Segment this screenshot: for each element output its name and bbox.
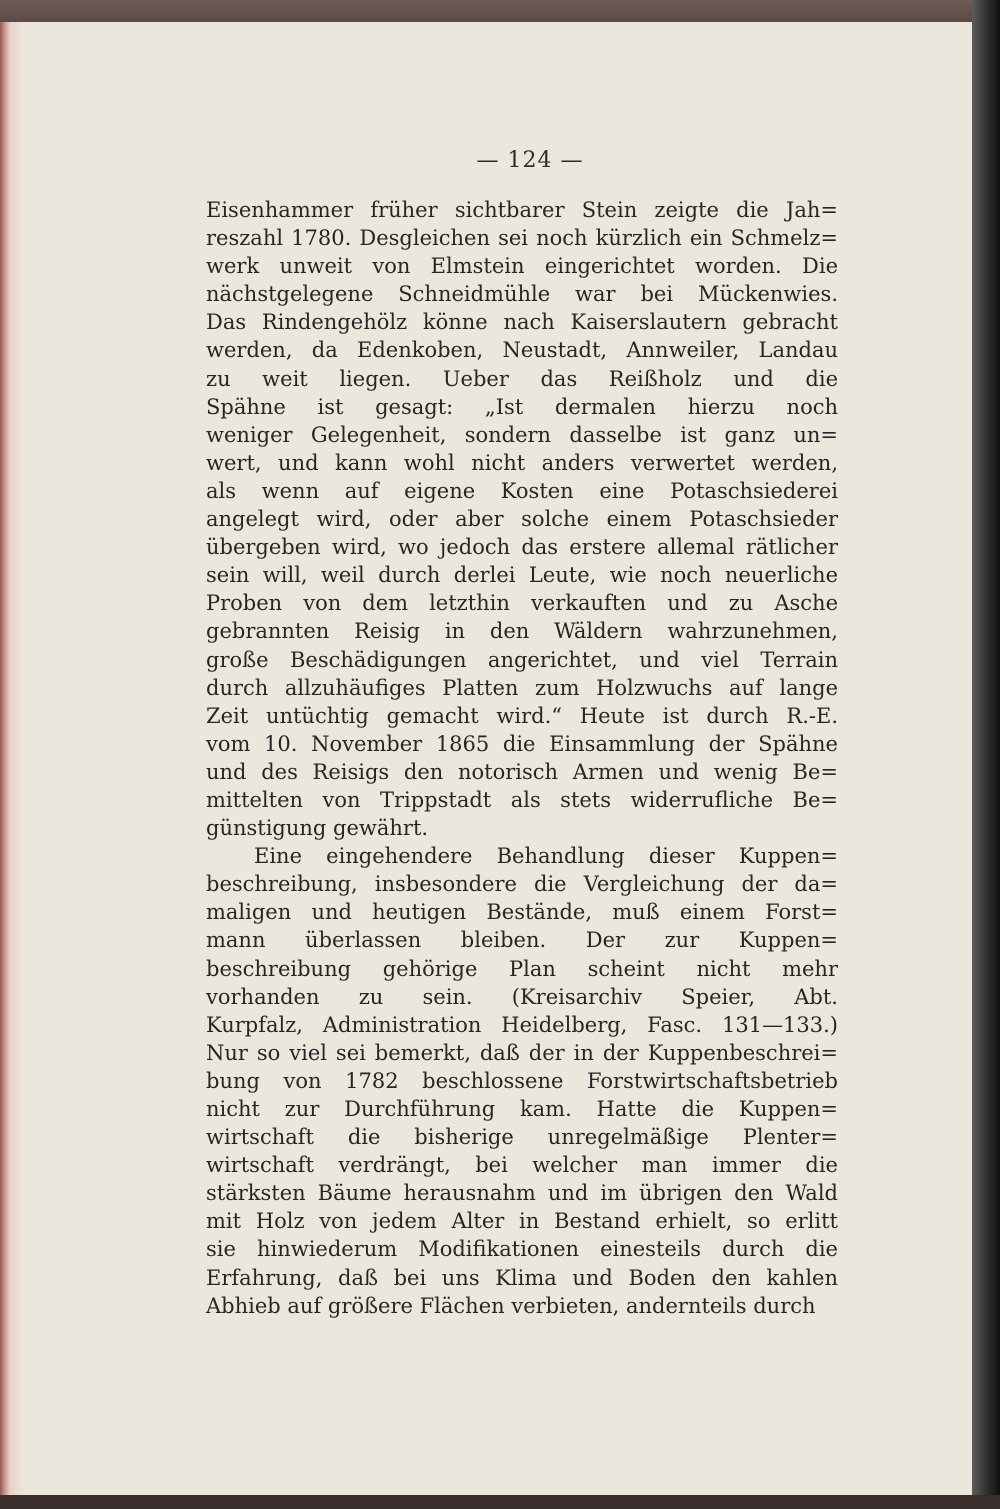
- text-line: wirtschaft verdrängt, bei welcher man immer die: [206, 1153, 838, 1178]
- text-line: große Beschädigungen angerichtet, und viel Terrain: [206, 647, 838, 672]
- text-line: mit Holz von jedem Alter in Bestand erhielt, so erlitt: [206, 1209, 838, 1234]
- text-line: bung von 1782 beschlossene Forstwirtschaftsbetrieb: [206, 1068, 838, 1093]
- text-line: Abhieb auf größere Flächen verbieten, andernteils durch: [206, 1293, 816, 1318]
- page-number: — 124 —: [476, 148, 584, 173]
- text-line: Zeit untüchtig gemacht wird.“ Heute ist durch R.-E.: [206, 703, 838, 728]
- text-line: Kurpfalz, Administration Heidelberg, Fasc. 131—133.): [206, 1012, 838, 1037]
- text-line: Proben von dem letzthin verkauften und zu Asche: [206, 591, 838, 616]
- book-spine-edge: [972, 0, 1000, 1509]
- text-line: reszahl 1780. Desgleichen sei noch kürzlich ein Schmelz=: [206, 226, 838, 251]
- text-line: sein will, weil durch derlei Leute, wie noch neuerliche: [206, 563, 838, 588]
- text-line: gebrannten Reisig in den Wäldern wahrzunehmen,: [206, 619, 838, 644]
- body-text: [206, 196, 838, 1320]
- text-line: mittelten von Trippstadt als stets widerrufliche Be=: [206, 787, 838, 812]
- text-line: Nur so viel sei bemerkt, daß der in der Kuppenbeschrei=: [206, 1040, 838, 1065]
- text-line: angelegt wird, oder aber solche einem Potaschsieder: [206, 507, 838, 532]
- text-line: nächstgelegene Schneidmühle war bei Mückenwies.: [206, 282, 838, 307]
- text-line: Eisenhammer früher sichtbarer Stein zeigte die Jah=: [206, 198, 838, 222]
- text-line: vom 10. November 1865 die Einsammlung der Spähne: [206, 731, 838, 756]
- book-top-edge: [0, 0, 1000, 22]
- text-line: günstigung gewährt.: [206, 816, 429, 841]
- text-line: beschreibung, insbesondere die Vergleichung der da=: [206, 872, 838, 897]
- page-red-edge: [0, 22, 24, 1495]
- text-line: Eine eingehendere Behandlung dieser Kuppen=: [254, 844, 838, 869]
- text-line: mann überlassen bleiben. Der zur Kuppen=: [206, 928, 838, 953]
- text-line: werk unweit von Elmstein eingerichtet worden. Die: [206, 254, 838, 279]
- text-line: und des Reisigs den notorisch Armen und wenig Be=: [206, 759, 838, 784]
- text-line: beschreibung gehörige Plan scheint nicht mehr: [206, 956, 838, 981]
- text-line: Spähne ist gesagt: „Ist dermalen hierzu noch: [206, 394, 838, 419]
- text-line: weniger Gelegenheit, sondern dasselbe ist ganz un=: [206, 422, 838, 447]
- book-bottom-edge: [0, 1495, 1000, 1509]
- text-line: Erfahrung, daß bei uns Klima und Boden den kahlen: [206, 1265, 838, 1290]
- text-line: zu weit liegen. Ueber das Reißholz und die: [206, 366, 838, 391]
- text-line: sie hinwiederum Modifikationen einesteils durch die: [206, 1237, 838, 1262]
- text-line: übergeben wird, wo jedoch das erstere allemal rätlicher: [206, 535, 838, 560]
- text-line: maligen und heutigen Bestände, muß einem Forst=: [206, 900, 838, 925]
- text-line: Das Rindengehölz könne nach Kaiserslautern gebracht: [206, 310, 838, 335]
- text-line: durch allzuhäufiges Platten zum Holzwuchs auf lange: [206, 675, 838, 700]
- text-line: vorhanden zu sein. (Kreisarchiv Speier, Abt.: [206, 984, 838, 1009]
- text-line: wert, und kann wohl nicht anders verwertet werden,: [206, 450, 838, 475]
- text-line: werden, da Edenkoben, Neustadt, Annweiler, Landau: [206, 338, 838, 363]
- text-line: wirtschaft die bisherige unregelmäßige Plenter=: [206, 1125, 838, 1150]
- text-line: stärksten Bäume herausnahm und im übrigen den Wald: [206, 1181, 838, 1206]
- text-line: nicht zur Durchführung kam. Hatte die Kuppen=: [206, 1097, 838, 1121]
- text-line: als wenn auf eigene Kosten eine Potaschsiederei: [206, 478, 838, 503]
